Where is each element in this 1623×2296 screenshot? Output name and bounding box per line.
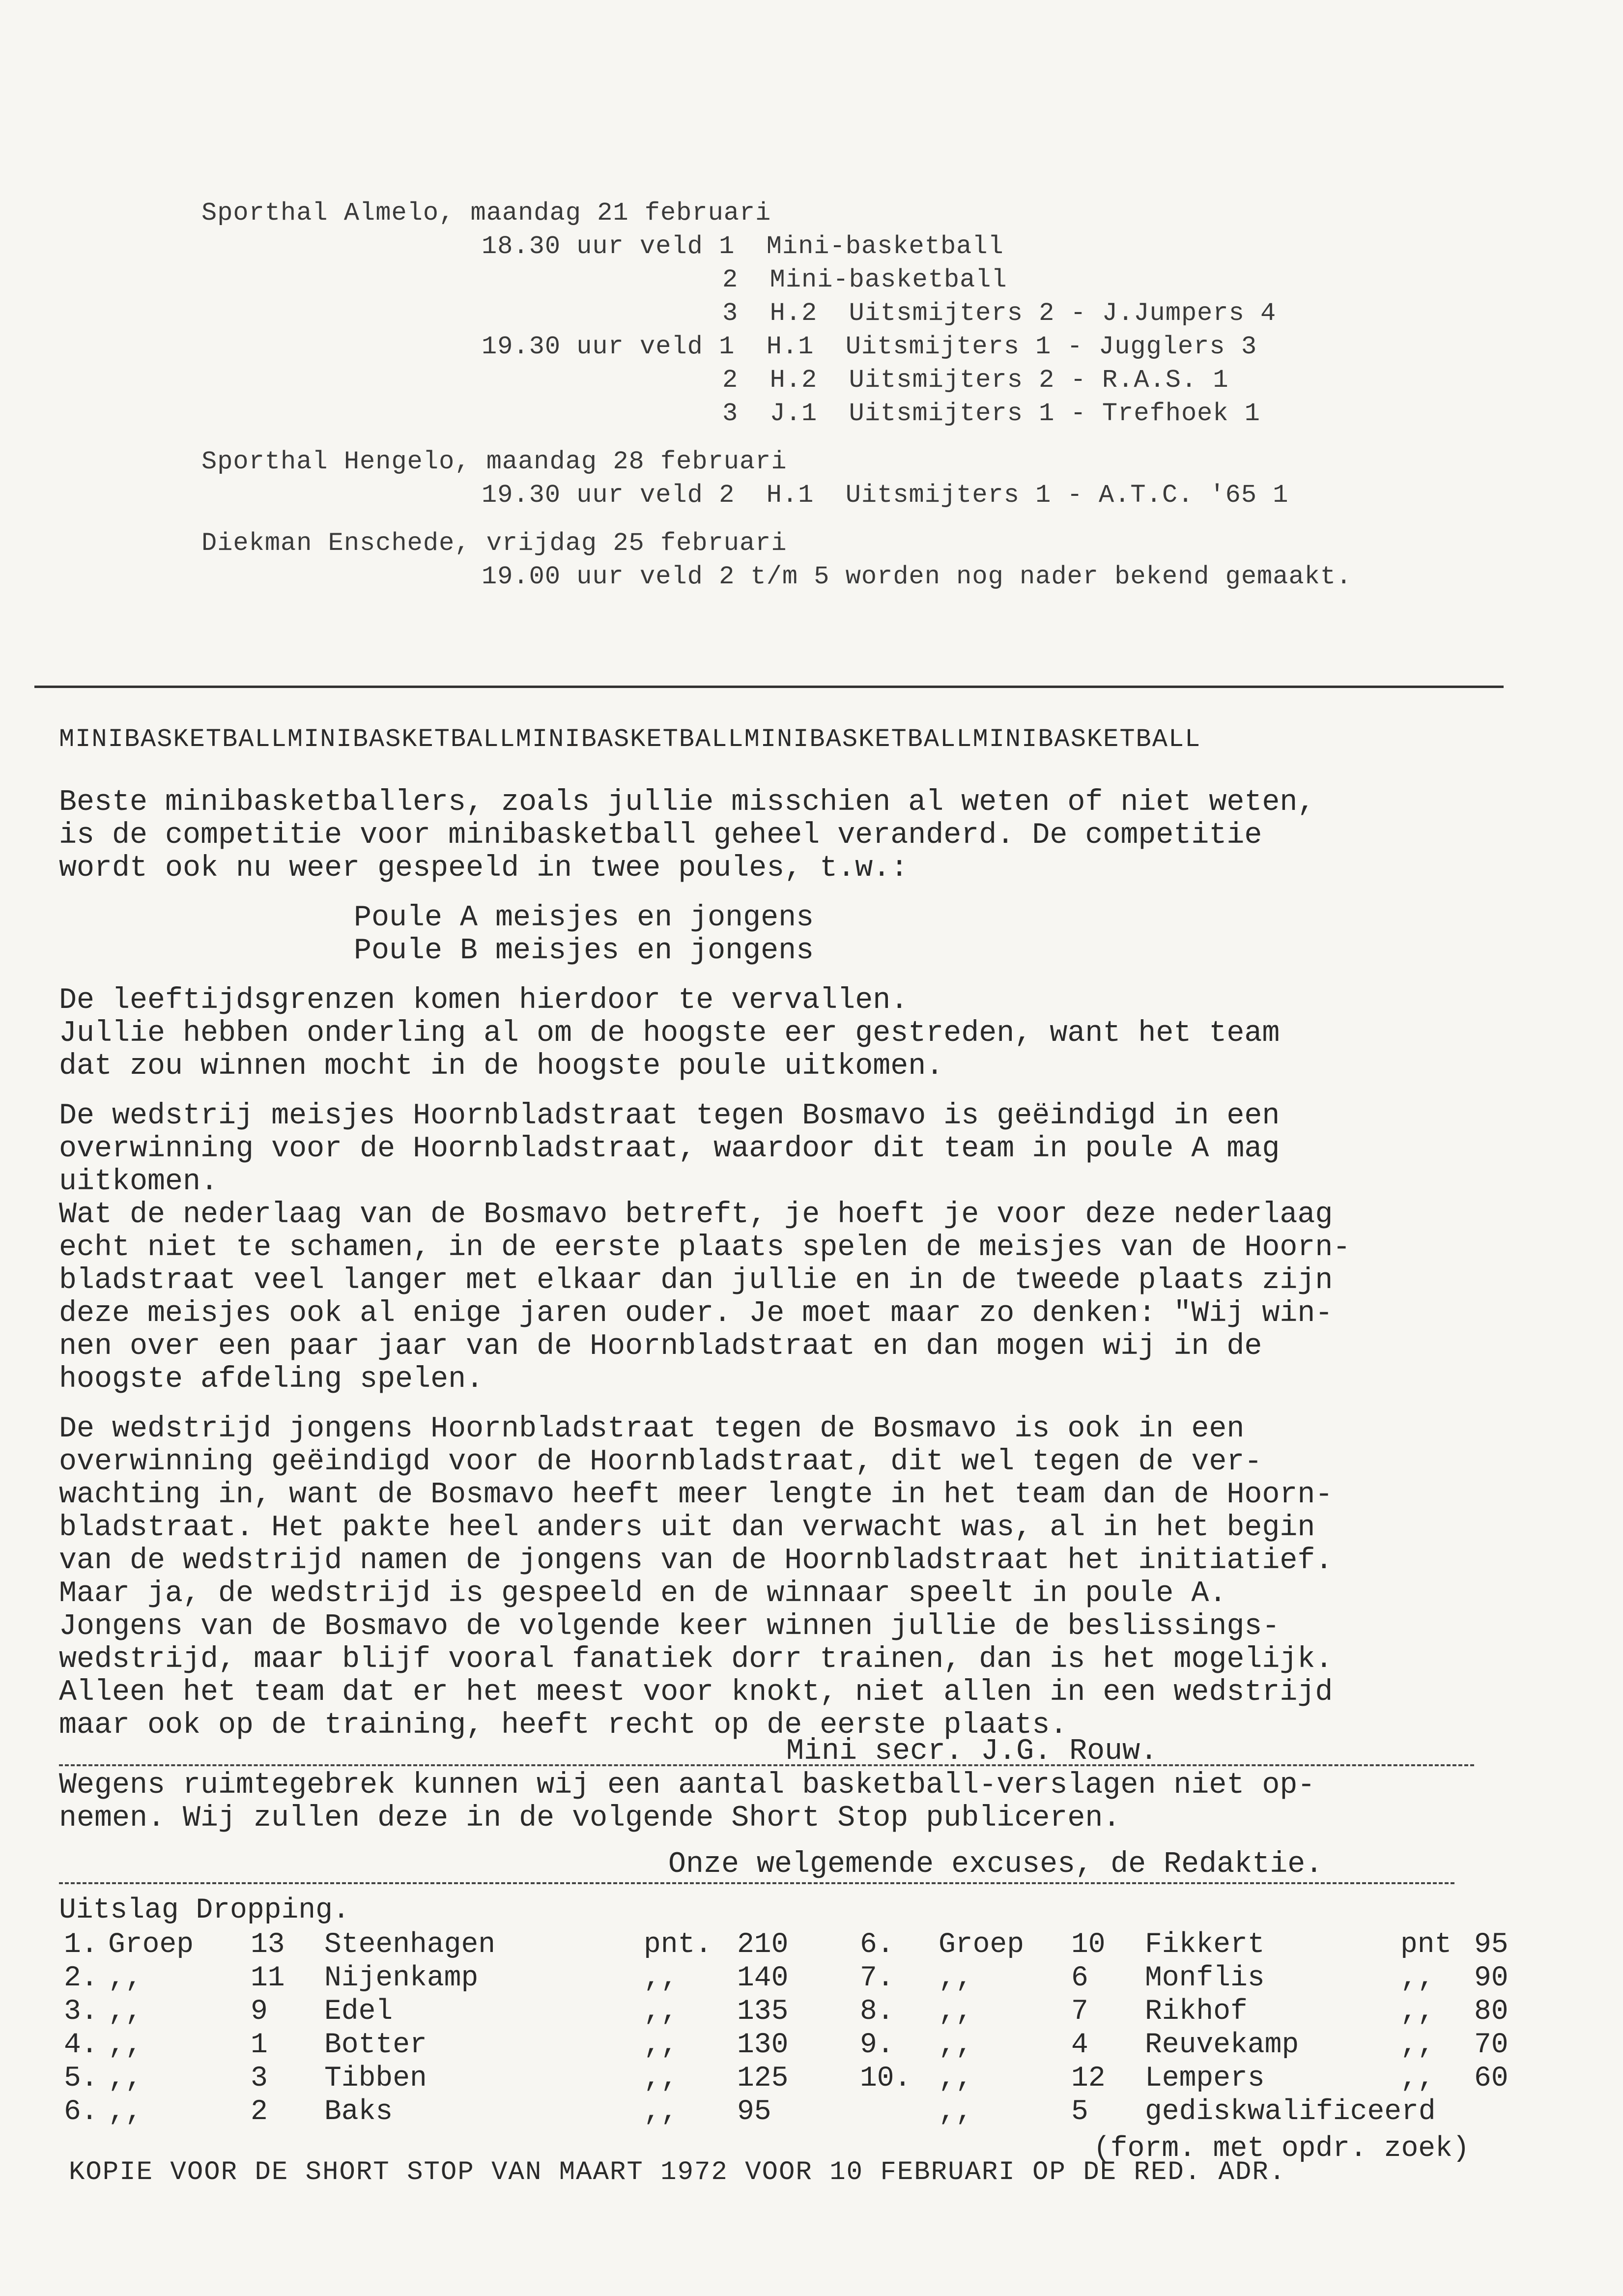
results-cell-pnt: ,, xyxy=(644,2096,678,2128)
results-cell-num: 3 xyxy=(251,2063,268,2095)
schedule-line: 18.30 uur veld 1 Mini-basketball xyxy=(482,232,1004,261)
poule-list: Poule A meisjes en jongens Poule B meisjes en jongens xyxy=(354,901,814,968)
results-cell-groep: Groep xyxy=(108,1929,194,1961)
results-cell-num2: 10 xyxy=(1071,1929,1106,1961)
results-cell-groep: ,, xyxy=(108,1962,142,1994)
results-cell-pnt2: ,, xyxy=(1400,2029,1435,2061)
results-cell-rank2: 8. xyxy=(860,1996,894,2028)
results-cell-num: 2 xyxy=(251,2096,268,2128)
schedule-spacer xyxy=(201,430,1352,445)
footer-text: KOPIE VOOR DE SHORT STOP VAN MAART 1972 VOOR 10 FEBRUARI OP DE RED. ADR. xyxy=(69,2157,1286,2187)
results-cell-pnt2: ,, xyxy=(1400,1962,1435,1994)
results-cell-num2: 6 xyxy=(1071,1962,1088,1994)
results-cell-groep2: ,, xyxy=(939,2096,973,2128)
results-cell-rank: 5. xyxy=(64,2063,98,2095)
schedule-line: 3 J.1 Uitsmijters 1 - Trefhoek 1 xyxy=(722,399,1260,428)
results-cell-name2: Fikkert xyxy=(1145,1929,1265,1961)
results-cell-num2: 5 xyxy=(1071,2096,1088,2128)
results-cell-num: 1 xyxy=(251,2029,268,2061)
results-cell-name2: gediskwalificeerd xyxy=(1145,2096,1436,2128)
results-cell-groep: ,, xyxy=(108,2063,142,2095)
schedule-line: 19.00 uur veld 2 t/m 5 worden nog nader bekend gemaakt. xyxy=(482,562,1352,591)
schedule-line: 19.30 uur veld 2 H.1 Uitsmijters 1 - A.T.C. '65 1 xyxy=(482,481,1289,510)
results-cell-num: 9 xyxy=(251,1996,268,2028)
results-cell-groep: ,, xyxy=(108,2096,142,2128)
results-cell-rank2: 9. xyxy=(860,2029,894,2061)
results-cell-pnt2: pnt xyxy=(1400,1929,1452,1961)
results-cell-rank2: 10. xyxy=(860,2063,911,2095)
results-cell-score: 135 xyxy=(737,1996,789,2028)
schedule-line: 2 H.2 Uitsmijters 2 - R.A.S. 1 xyxy=(722,366,1229,395)
results-cell-groep2: ,, xyxy=(939,2063,973,2095)
results-cell-name: Nijenkamp xyxy=(324,1962,479,1994)
results-cell-num2: 4 xyxy=(1071,2029,1088,2061)
results-cell-pnt: ,, xyxy=(644,1996,678,2028)
results-cell-rank: 6. xyxy=(64,2096,98,2128)
results-cell-rank: 2. xyxy=(64,1962,98,1994)
results-cell-num2: 12 xyxy=(1071,2063,1106,2095)
results-cell-name: Steenhagen xyxy=(324,1929,496,1961)
results-cell-num: 11 xyxy=(251,1962,285,1994)
schedule-line: Sporthal Hengelo, maandag 28 februari xyxy=(201,447,787,476)
excuses-dashes xyxy=(59,1882,1454,1884)
section-heading: MINIBASKETBALLMINIBASKETBALLMINIBASKETBALLMINIBASKETBALLMINIBASKETBALL xyxy=(59,725,1201,754)
results-cell-pnt: ,, xyxy=(644,1962,678,1994)
results-cell-groep2: Groep xyxy=(939,1929,1025,1961)
schedule-line: 2 Mini-basketball xyxy=(722,265,1007,294)
schedule-line: 3 H.2 Uitsmijters 2 - J.Jumpers 4 xyxy=(722,299,1277,328)
results-cell-name2: Rikhof xyxy=(1145,1996,1248,2028)
results-cell-groep: ,, xyxy=(108,2029,142,2061)
results-cell-rank2: 6. xyxy=(860,1929,894,1961)
results-cell-score: 130 xyxy=(737,2029,789,2061)
signature-dashes xyxy=(59,1764,1474,1766)
results-cell-groep2: ,, xyxy=(939,1996,973,2028)
results-cell-name2: Lempers xyxy=(1145,2063,1265,2095)
results-cell-pnt: ,, xyxy=(644,2063,678,2095)
signature: Mini secr. J.G. Rouw. xyxy=(786,1735,1158,1768)
results-cell-rank: 4. xyxy=(64,2029,98,2061)
results-cell-score: 95 xyxy=(737,2096,771,2128)
paragraph: De wedstrijd jongens Hoornbladstraat tegen de Bosmavo is ook in een overwinning geëindigd voor de Hoornbladstraat, dit wel tegen de ver- wachting in, want de Bosmavo heeft meer lengte in het team dan de Hoorn- bladstraat. Het pakte heel anders uit dan verwacht was, al in het begin van de wedstrijd namen de jongens van de Hoornbladstraat het initiatief. Maar ja, de wedstrijd is gespeeld en de winnaar speelt in poule A. Jongens van de Bosmavo de volgende keer winnen jullie de beslissings- wedstrijd, maar blijf vooral fanatiek dorr trainen, dan is het mogelijk. Alleen het team dat er het meest voor knokt, niet allen in een wedstrijd maar ook op de training, heeft recht op de eerste plaats. xyxy=(59,1412,1333,1742)
schedule-line: Sporthal Almelo, maandag 21 februari xyxy=(201,199,771,228)
schedule-block xyxy=(201,197,1352,594)
results-cell-pnt: pnt. xyxy=(644,1929,712,1961)
results-cell-name: Baks xyxy=(324,2096,393,2128)
paragraph: Beste minibasketballers, zoals jullie misschien al weten of niet weten, is de competitie voor minibasketball geheel veranderd. De competitie wordt ook nu weer gespeeld in twee poules, t.w.: xyxy=(59,786,1315,885)
results-cell-score2: 80 xyxy=(1474,1996,1509,2028)
paragraph: De leeftijdsgrenzen komen hierdoor te vervallen. Jullie hebben onderling al om de hoogste eer gestreden, want het team dat zou winnen mocht in de hoogste poule uitkomen. xyxy=(59,984,1280,1083)
results-cell-name2: Reuvekamp xyxy=(1145,2029,1299,2061)
notice-text: Wegens ruimtegebrek kunnen wij een aantal basketball-verslagen niet op- nemen. Wij zullen deze in de volgende Short Stop publiceren. xyxy=(59,1769,1315,1835)
results-cell-name2: Monflis xyxy=(1145,1962,1265,1994)
results-cell-rank: 1. xyxy=(64,1929,98,1961)
schedule-spacer xyxy=(201,512,1352,527)
results-cell-score: 125 xyxy=(737,2063,789,2095)
results-cell-pnt2: ,, xyxy=(1400,1996,1435,2028)
results-cell-pnt2: ,, xyxy=(1400,2063,1435,2095)
section-divider xyxy=(34,686,1504,688)
results-cell-score2: 70 xyxy=(1474,2029,1509,2061)
results-cell-groep2: ,, xyxy=(939,2029,973,2061)
schedule-line: Diekman Enschede, vrijdag 25 februari xyxy=(201,529,787,558)
results-title: Uitslag Dropping. xyxy=(59,1894,350,1926)
results-cell-num2: 7 xyxy=(1071,1996,1088,2028)
results-cell-score2: 90 xyxy=(1474,1962,1509,1994)
results-cell-groep: ,, xyxy=(108,1996,142,2028)
results-cell-groep2: ,, xyxy=(939,1962,973,1994)
article-body xyxy=(59,786,1523,1759)
paragraph: De wedstrij meisjes Hoornbladstraat tegen Bosmavo is geëindigd in een overwinning voor de Hoornbladstraat, waardoor dit team in poule A mag uitkomen. Wat de nederlaag van de Bosmavo betreft, je hoeft je voor deze nederlaag echt niet te schamen, in de eerste plaats spelen de meisjes van de Hoorn- bladstraat veel langer met elkaar dan jullie en in de tweede plaats zijn deze meisjes ook al enige jaren ouder. Je moet maar zo denken: "Wij win- nen over een paar jaar van de Hoornbladstraat en dan mogen wij in de hoogste afdeling spelen. xyxy=(59,1099,1351,1396)
results-cell-pnt: ,, xyxy=(644,2029,678,2061)
results-cell-name: Edel xyxy=(324,1996,393,2028)
results-cell-score: 210 xyxy=(737,1929,789,1961)
results-cell-rank: 3. xyxy=(64,1996,98,2028)
results-cell-score2: 95 xyxy=(1474,1929,1509,1961)
results-cell-rank2: 7. xyxy=(860,1962,894,1994)
results-cell-name: Botter xyxy=(324,2029,427,2061)
results-cell-num: 13 xyxy=(251,1929,285,1961)
results-cell-score: 140 xyxy=(737,1962,789,1994)
results-cell-score2: 60 xyxy=(1474,2063,1509,2095)
editorial-excuses: Onze welgemende excuses, de Redaktie. xyxy=(668,1848,1323,1881)
schedule-line: 19.30 uur veld 1 H.1 Uitsmijters 1 - Jugglers 3 xyxy=(482,332,1257,361)
results-note: (form. met opdr. zoek) xyxy=(1093,2133,1470,2165)
results-cell-name: Tibben xyxy=(324,2063,427,2095)
